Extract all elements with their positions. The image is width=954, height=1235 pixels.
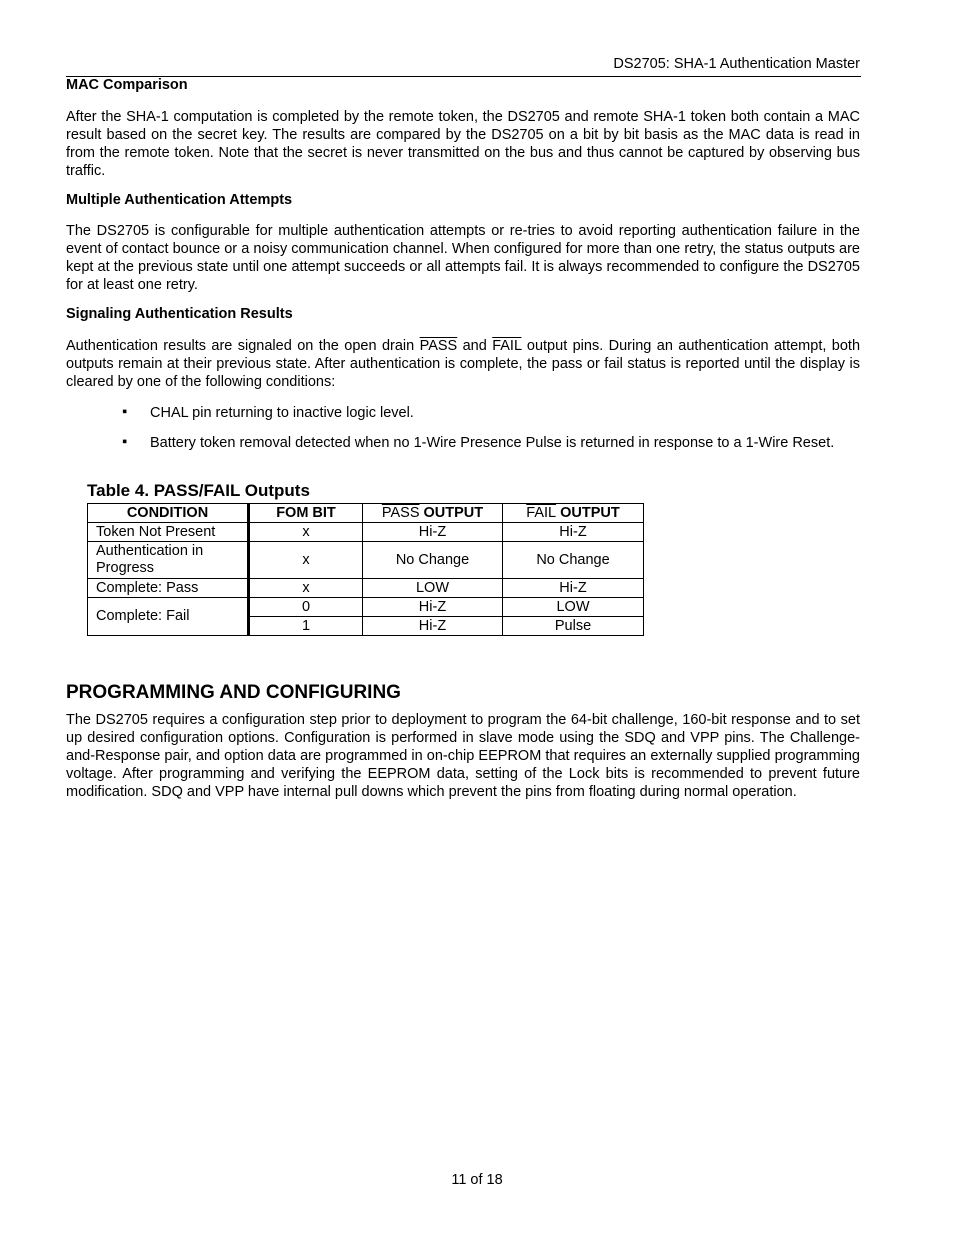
cell-pass: LOW (363, 579, 503, 598)
programming-paragraph: The DS2705 requires a configuration step prior to deployment to program the 64-bit challenge, 160-bit response and to set up desired configuration options. Configuration is performed in slave mode using the SDQ and VPP pins. The Challenge-and-Response pair, and option data are programmed in on-chip EEPROM that requires an externally supplied programming voltage. After programming and verifying the EEPROM data, setting of the Lock bits is recommended to prevent future modification. SDQ and VPP have internal pull downs which prevent the pins from floating during normal operation. (66, 712, 860, 800)
cell-pass: Hi-Z (363, 523, 503, 542)
cell-condition: Token Not Present (88, 523, 249, 542)
cell-fail: Hi-Z (503, 579, 644, 598)
header-pass-output (363, 504, 503, 523)
bullet-marker: ▪ (122, 434, 128, 450)
cell-fom: x (249, 579, 363, 598)
cell-fail: Hi-Z (503, 523, 644, 542)
cell-pass: No Change (363, 542, 503, 579)
cell-condition: Authentication in Progress (88, 542, 249, 579)
header-fom-bit: FOM BIT (249, 504, 363, 523)
header-condition: CONDITION (88, 504, 249, 523)
cell-pass: Hi-Z (363, 617, 503, 636)
signaling-results-heading: Signaling Authentication Results (66, 306, 293, 322)
table-row (88, 579, 644, 598)
cell-fail: LOW (503, 598, 644, 617)
header-pass-suffix: OUTPUT (419, 504, 484, 521)
table-title: Table 4. PASS/FAIL Outputs (87, 481, 310, 500)
header-fail-output (503, 504, 644, 523)
pass-fail-table (87, 503, 644, 636)
signaling-intro-before: Authentication results are signaled on the open drain (66, 338, 420, 354)
bullet-item-battery: Battery token removal detected when no 1-Wire Presence Pulse is returned in response to a 1-Wire Reset. (150, 435, 835, 451)
header-pass-pin: PASS (381, 504, 420, 521)
header-fail-suffix: OUTPUT (556, 504, 620, 521)
signaling-intro-and: and (457, 338, 493, 354)
pass-pin-label: PASS (419, 338, 458, 354)
cell-fom: x (249, 542, 363, 579)
programming-heading: PROGRAMMING AND CONFIGURING (66, 682, 401, 703)
page-number: 11 of 18 (451, 1172, 503, 1188)
cell-pass: Hi-Z (363, 598, 503, 617)
signaling-results-paragraph (66, 337, 860, 391)
cell-fom: 1 (249, 617, 363, 636)
cell-fom: x (249, 523, 363, 542)
table-row (88, 523, 644, 542)
page-header-title: DS2705: SHA-1 Authentication Master (613, 56, 860, 72)
multiple-attempts-paragraph: The DS2705 is configurable for multiple authentication attempts or re-tries to avoid reporting authentication failure in the event of contact bounce or a noisy communication channel. When configured for more than one retry, the status outputs are kept at the previous state until one attempt succeeds or all attempts fail. It is always recommended to configure the DS2705 for at least one retry. (66, 223, 860, 293)
table-row (88, 598, 644, 617)
cell-fom: 0 (249, 598, 363, 617)
cell-condition: Complete: Pass (88, 579, 249, 598)
mac-comparison-paragraph: After the SHA-1 computation is completed by the remote token, the DS2705 and remote SHA-1 token both contain a MAC result based on the secret key. The results are compared by the DS2705 on a bit by bit basis as the MAC data is read in from the remote token. Note that the secret is never transmitted on the bus and thus cannot be captured by observing bus traffic. (66, 109, 860, 179)
cell-fail: Pulse (503, 617, 644, 636)
bullet-item-chal: CHAL pin returning to inactive logic level. (150, 405, 414, 421)
mac-comparison-heading: MAC Comparison (66, 77, 188, 93)
table-row (88, 542, 644, 579)
multiple-attempts-heading: Multiple Authentication Attempts (66, 192, 293, 208)
fail-pin-label: FAIL (492, 338, 522, 354)
bullet-marker: ▪ (122, 404, 128, 420)
cell-condition: Complete: Fail (88, 598, 249, 636)
signaling-intro-after: output pins. During an authentication attempt, both outputs remain at their previous state. After authentication is complete, the pass or fail status is reported until the display is cleared by one of the following conditions: (66, 338, 861, 390)
table-header-row (88, 504, 644, 523)
cell-fail: No Change (503, 542, 644, 579)
header-fail-pin: FAIL (526, 504, 557, 521)
